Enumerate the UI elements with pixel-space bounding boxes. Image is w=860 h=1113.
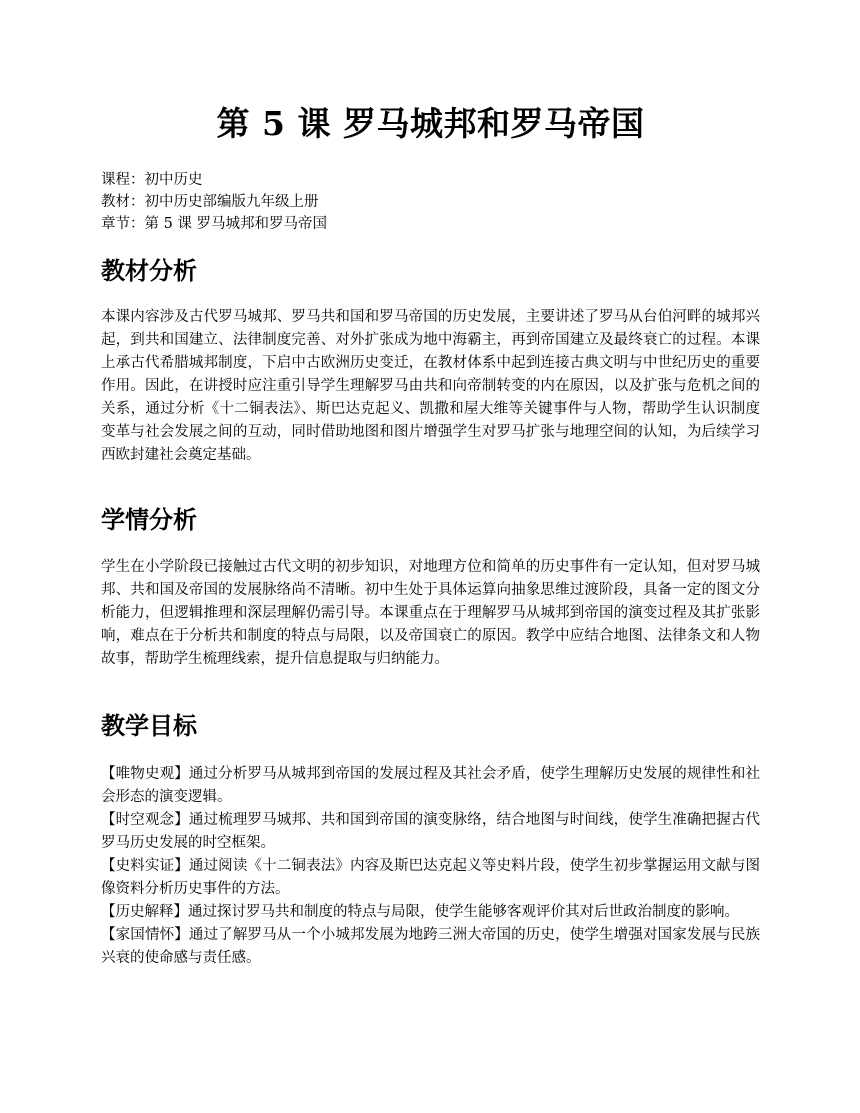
- student-analysis-heading: 学情分析: [101, 506, 197, 534]
- student-analysis-body: 学生在小学阶段已接触过古代文明的初步知识，对地理方位和简单的历史事件有一定认知，但对罗马城邦、共和国及帝国的发展脉络尚不清晰。初中生处于具体运算向抽象思维过渡阶段，具备一定的图文分析能力，但逻辑推理和深层理解仍需引导。本课重点在于理解罗马从城邦到帝国的演变过程及其扩张影响，难点在于分析共和制度的特点与局限，以及帝国衰亡的原因。教学中应结合地图、法律条文和人物故事，帮助学生梳理线索，提升信息提取与归纳能力。: [101, 559, 760, 667]
- course-meta: [101, 169, 760, 235]
- teaching-goals-heading: 教学目标: [101, 712, 197, 740]
- textbook-line: 教材：初中历史部编版九年级上册: [101, 194, 319, 210]
- goal-materialism: 【唯物史观】通过分析罗马从城邦到帝国的发展过程及其社会矛盾，使学生理解历史发展的规律性和社会形态的演变逻辑。: [101, 766, 760, 805]
- chapter-line: 章节：第 5 课 罗马城邦和罗马帝国: [101, 216, 328, 232]
- goal-evidence: 【史料实证】通过阅读《十二铜表法》内容及斯巴达克起义等史料片段，使学生初步掌握运用文献与图像资料分析历史事件的方法。: [101, 858, 760, 897]
- goal-space-time: 【时空观念】通过梳理罗马城邦、共和国到帝国的演变脉络，结合地图与时间线，使学生准确把握古代罗马历史发展的时空框架。: [101, 812, 760, 851]
- course-line: 课程：初中历史: [101, 172, 203, 188]
- page-title: 第 5 课 罗马城邦和罗马帝国: [216, 104, 645, 143]
- goal-interpretation: 【历史解释】通过探讨罗马共和制度的特点与局限，使学生能够客观评价其对后世政治制度的影响。: [101, 904, 739, 920]
- material-analysis-body: 本课内容涉及古代罗马城邦、罗马共和国和罗马帝国的历史发展，主要讲述了罗马从台伯河畔的城邦兴起，到共和国建立、法律制度完善、对外扩张成为地中海霸主，再到帝国建立及最终衰亡的过程。本课上承古代希腊城邦制度，下启中古欧洲历史变迁，在教材体系中起到连接古典文明与中世纪历史的重要作用。因此，在讲授时应注重引导学生理解罗马由共和向帝制转变的内在原因，以及扩张与危机之间的关系，通过分析《十二铜表法》、斯巴达克起义、凯撒和屋大维等关键事件与人物，帮助学生认识制度变革与社会发展之间的互动，同时借助地图和图片增强学生对罗马扩张与地理空间的认知，为后续学习西欧封建社会奠定基础。: [101, 309, 760, 463]
- teaching-goals-list: [101, 763, 760, 970]
- goal-patriotism: 【家国情怀】通过了解罗马从一个小城邦发展为地跨三洲大帝国的历史，使学生增强对国家发展与民族兴衰的使命感与责任感。: [101, 927, 760, 966]
- material-analysis-heading: 教材分析: [101, 257, 197, 285]
